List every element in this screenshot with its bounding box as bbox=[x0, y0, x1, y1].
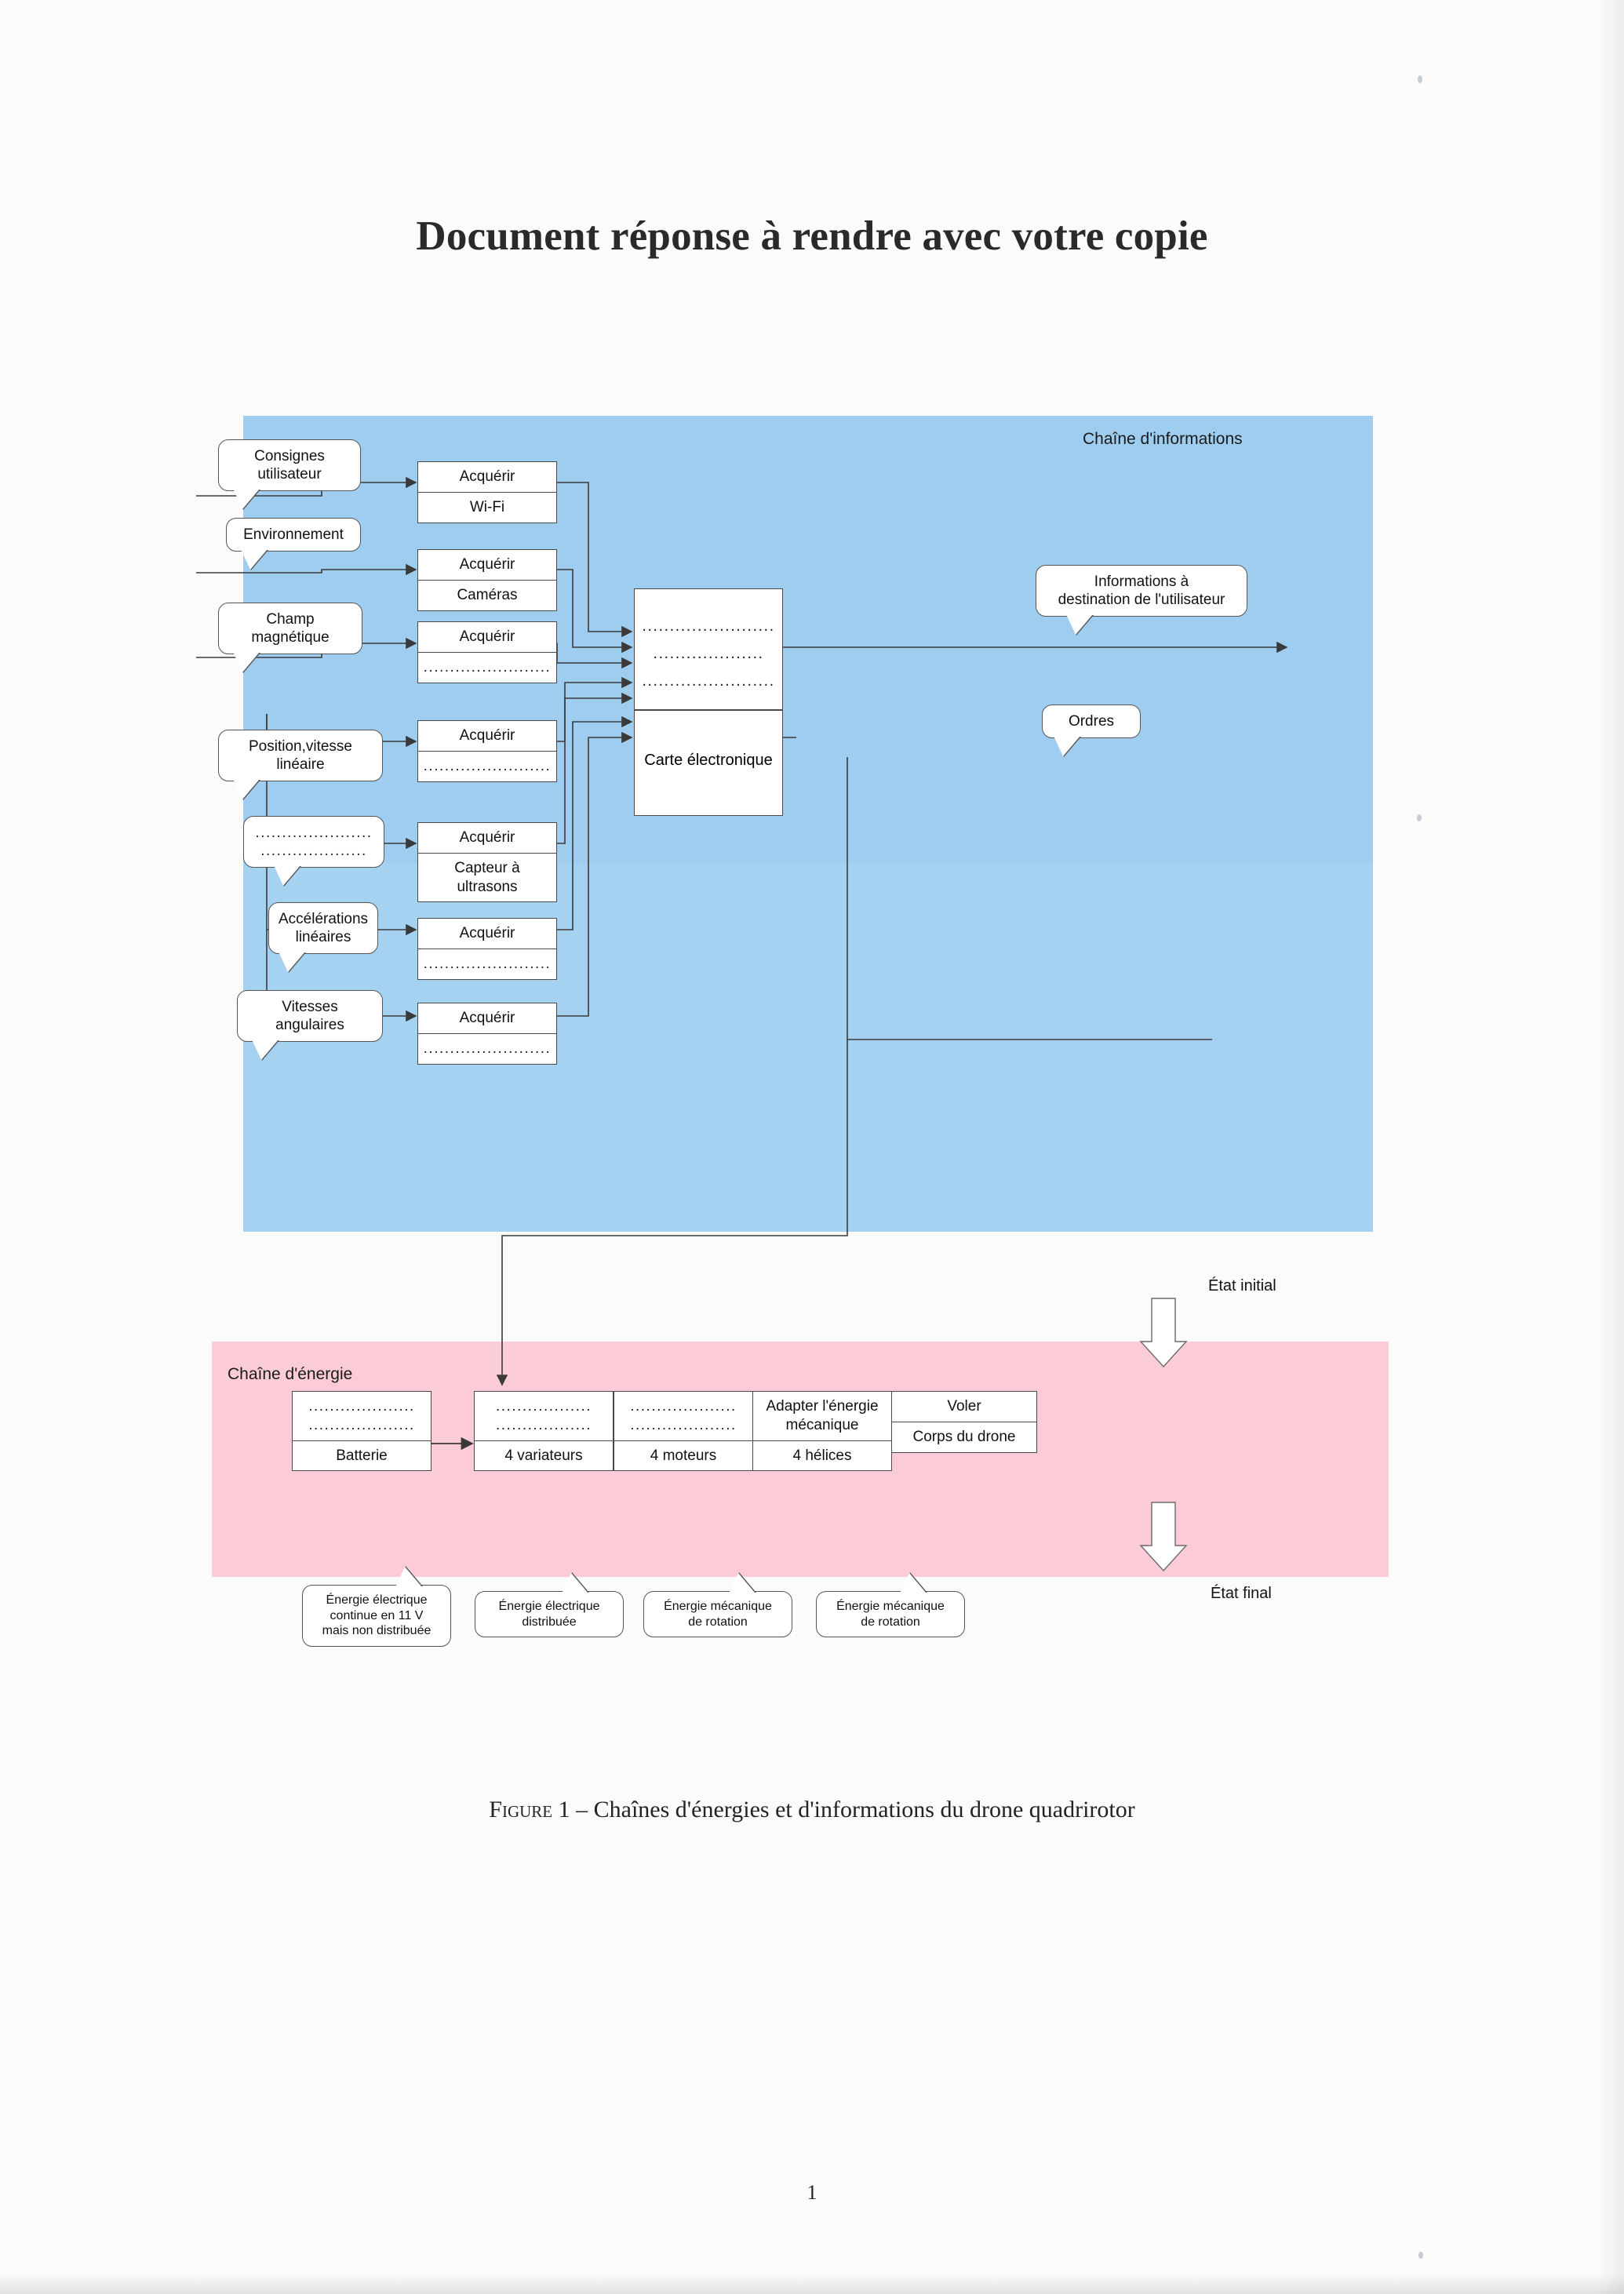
input-bubble-champ-magnetique bbox=[218, 603, 362, 654]
energy-flow-line: de rotation bbox=[861, 1615, 920, 1629]
figure-caption bbox=[0, 1797, 1624, 1823]
input-label: Accélérations linéaires bbox=[279, 911, 369, 946]
acquire-device-blank: ........................ bbox=[423, 1040, 552, 1057]
acquire-device: Wi-Fi bbox=[469, 498, 505, 515]
energy-block-batterie bbox=[292, 1391, 431, 1471]
bubble-tail-icon bbox=[900, 1573, 927, 1593]
energy-flow-line: Énergie électrique bbox=[326, 1593, 428, 1607]
input-label: Environnement bbox=[243, 526, 344, 543]
input-label: Consignes utilisateur bbox=[254, 448, 325, 483]
bubble-tail-icon bbox=[279, 952, 305, 972]
acquire-device: Capteur à ultrasons bbox=[454, 859, 520, 895]
acquire-verb: Acquérir bbox=[418, 462, 556, 493]
figure-diagram bbox=[196, 408, 1420, 1710]
energy-flow-line: mais non distribuée bbox=[322, 1624, 431, 1638]
caption-dash: – bbox=[576, 1797, 588, 1822]
acquire-verb: Acquérir bbox=[418, 721, 556, 752]
user-information-line-2: destination de l'utilisateur bbox=[1058, 592, 1225, 609]
bubble-tail-icon bbox=[241, 549, 268, 570]
bubble-tail-icon bbox=[562, 1573, 588, 1593]
bubble-tail-icon bbox=[729, 1573, 756, 1593]
scan-speck bbox=[1418, 75, 1422, 83]
acquire-verb: Acquérir bbox=[418, 622, 556, 653]
acquire-block-4 bbox=[417, 720, 557, 782]
bubble-tail-icon bbox=[233, 489, 260, 509]
bubble-tail-icon bbox=[274, 865, 300, 886]
bubble-tail-icon bbox=[252, 1040, 279, 1060]
bubble-tail-icon bbox=[233, 652, 260, 672]
input-bubble-consignes bbox=[218, 439, 361, 491]
input-bubble-vitesses-angulaires bbox=[237, 990, 383, 1042]
caption-text: Chaînes d'énergies et d'informations du drone quadrirotor bbox=[593, 1797, 1135, 1822]
energy-flow-bubble-2 bbox=[475, 1591, 624, 1637]
energy-component: Batterie bbox=[336, 1447, 388, 1464]
input-blank-line-1: ...................... bbox=[255, 825, 373, 841]
bubble-tail-icon bbox=[1066, 614, 1093, 635]
input-label: Champ magnétique bbox=[251, 611, 330, 646]
energy-flow-line: Énergie électrique bbox=[498, 1600, 600, 1613]
acquire-block-7 bbox=[417, 1003, 557, 1065]
bubble-tail-icon bbox=[395, 1567, 422, 1587]
electronic-card-block bbox=[634, 710, 783, 816]
processing-line-3: ........................ bbox=[642, 672, 775, 690]
energy-component: 4 moteurs bbox=[650, 1447, 717, 1464]
energy-block-variateurs bbox=[474, 1391, 614, 1471]
input-bubble-position-vitesse bbox=[218, 730, 383, 781]
acquire-device-blank: ........................ bbox=[423, 757, 552, 774]
user-information-bubble bbox=[1036, 565, 1247, 617]
bubble-tail-icon bbox=[1054, 736, 1080, 756]
energy-component: Corps du drone bbox=[912, 1428, 1016, 1445]
input-bubble-blank bbox=[243, 816, 384, 868]
acquire-verb: Acquérir bbox=[418, 823, 556, 854]
acquire-device: Caméras bbox=[457, 586, 518, 603]
acquire-device-blank: ........................ bbox=[423, 658, 552, 675]
state-initial-label: État initial bbox=[1208, 1277, 1276, 1294]
page-number: 1 bbox=[807, 2181, 817, 2204]
orders-bubble bbox=[1042, 705, 1141, 738]
input-bubble-accelerations bbox=[268, 902, 378, 954]
energy-function: Voler bbox=[892, 1392, 1036, 1422]
scan-speck bbox=[1418, 2252, 1423, 2259]
processing-line-1: ........................ bbox=[642, 617, 775, 635]
acquire-verb: Acquérir bbox=[418, 550, 556, 581]
orders-label: Ordres bbox=[1068, 713, 1115, 730]
energy-block-helices bbox=[752, 1391, 892, 1471]
energy-block-corps-drone bbox=[891, 1391, 1037, 1453]
energy-chain-title: Chaîne d'énergie bbox=[228, 1365, 353, 1383]
caption-prefix: Figure 1 bbox=[489, 1797, 570, 1822]
energy-flow-line: Énergie mécanique bbox=[664, 1600, 772, 1613]
scan-edge-bottom bbox=[0, 2274, 1624, 2294]
input-bubble-environnement bbox=[226, 518, 361, 552]
scan-edge-right bbox=[1597, 0, 1624, 2294]
acquire-block-6 bbox=[417, 918, 557, 980]
energy-flow-line: continue en 11 V bbox=[330, 1608, 424, 1622]
bubble-tail-icon bbox=[233, 779, 260, 799]
processing-line-2: .................... bbox=[653, 645, 764, 662]
energy-flow-line: de rotation bbox=[688, 1615, 748, 1629]
energy-block-moteurs bbox=[614, 1391, 753, 1471]
information-chain-band-lower bbox=[243, 863, 1373, 1232]
page-title: Document réponse à rendre avec votre copie bbox=[416, 213, 1208, 259]
energy-function-blank: .................... .................... bbox=[614, 1392, 752, 1441]
energy-function: Adapter l'énergie mécanique bbox=[753, 1392, 891, 1441]
input-blank-line-2: .................... bbox=[260, 843, 367, 860]
information-chain-band bbox=[243, 416, 1373, 863]
energy-flow-bubble-3 bbox=[643, 1591, 792, 1637]
energy-function-blank: .................. .................. bbox=[475, 1392, 613, 1441]
energy-function-blank: .................... .................... bbox=[293, 1392, 431, 1441]
information-chain-title: Chaîne d'informations bbox=[1083, 430, 1243, 448]
energy-flow-line: distribuée bbox=[522, 1615, 577, 1629]
energy-component: 4 hélices bbox=[792, 1447, 852, 1464]
processing-block bbox=[634, 588, 783, 710]
state-final-label: État final bbox=[1211, 1585, 1272, 1602]
acquire-block-cameras bbox=[417, 549, 557, 611]
electronic-card-label: Carte électronique bbox=[644, 752, 773, 769]
acquire-block-3 bbox=[417, 621, 557, 683]
acquire-block-ultrasons bbox=[417, 822, 557, 902]
acquire-verb: Acquérir bbox=[418, 919, 556, 949]
acquire-block-wifi bbox=[417, 461, 557, 523]
input-label: Vitesses angulaires bbox=[275, 999, 344, 1034]
user-information-line-1: Informations à bbox=[1094, 574, 1189, 590]
acquire-verb: Acquérir bbox=[418, 1003, 556, 1034]
energy-flow-bubble-1 bbox=[302, 1585, 451, 1647]
input-label: Position,vitesse linéaire bbox=[248, 738, 352, 774]
energy-flow-bubble-4 bbox=[816, 1591, 965, 1637]
energy-component: 4 variateurs bbox=[504, 1447, 583, 1464]
acquire-device-blank: ........................ bbox=[423, 955, 552, 972]
energy-flow-line: Énergie mécanique bbox=[836, 1600, 945, 1613]
